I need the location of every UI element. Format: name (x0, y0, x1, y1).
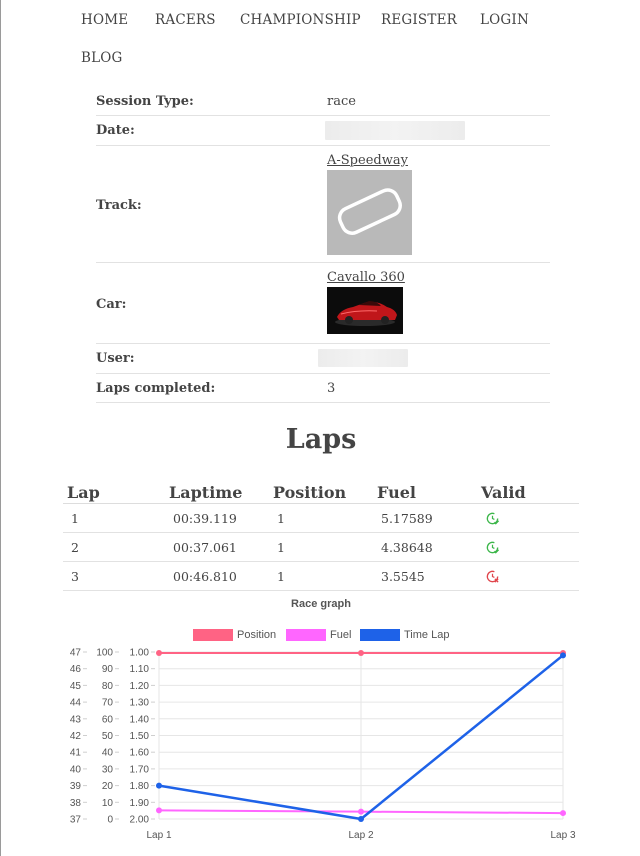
y-tick-label-position: 46 (69, 664, 81, 676)
series-point-time-lap (156, 783, 162, 789)
nav-login-link[interactable]: LOGIN (480, 12, 529, 28)
lap-fuel-cell: 5.17589 (373, 504, 477, 533)
y-tick-label-timelap: 1.50 (129, 731, 149, 742)
col-laptime-header: Laptime (165, 481, 269, 504)
track-link[interactable]: A-Speedway (327, 153, 408, 168)
legend-swatch-timelap (360, 629, 400, 641)
series-point-time-lap (358, 816, 364, 822)
y-tick-label-position: 37 (69, 814, 81, 826)
series-point-fuel (156, 807, 162, 813)
col-valid-header: Valid (477, 481, 579, 504)
y-tick-label-fuel: 70 (101, 697, 113, 709)
col-fuel-header: Fuel (373, 481, 477, 504)
lap-valid-cell (477, 533, 579, 562)
y-tick-label-fuel: 80 (101, 680, 113, 692)
y-tick-label-timelap: 1.00 (129, 647, 149, 659)
car-image[interactable] (327, 287, 403, 334)
lap-time-cell: 00:39.119 (165, 504, 269, 533)
user-redacted-value (318, 349, 408, 367)
nav-home-link[interactable]: HOME (81, 12, 129, 28)
x-tick-label: Lap 2 (348, 830, 374, 841)
session-type-label: Session Type: (96, 94, 194, 109)
y-tick-label-fuel: 30 (101, 764, 113, 776)
date-redacted-value (325, 121, 465, 140)
lap-position-cell: 1 (269, 533, 373, 562)
y-tick-label-position: 41 (69, 747, 81, 759)
y-tick-label-position: 42 (69, 731, 81, 742)
legend-swatch-position (193, 629, 233, 641)
y-tick-label-timelap: 2.00 (129, 814, 149, 826)
track-map-image[interactable] (327, 170, 412, 255)
y-tick-label-position: 44 (69, 697, 81, 709)
laps-completed-row (96, 374, 550, 403)
session-type-row (96, 88, 550, 116)
y-tick-label-fuel: 40 (101, 747, 113, 759)
series-point-fuel (560, 810, 566, 816)
lap-row (63, 533, 579, 562)
legend-item-timelap[interactable] (360, 629, 449, 641)
car-row (96, 263, 550, 344)
lap-fuel-cell: 4.38648 (373, 533, 477, 562)
red-car-icon (327, 287, 403, 334)
col-lap-header: Lap (63, 481, 165, 504)
lap-time-cell: 00:37.061 (165, 533, 269, 562)
laps-table (63, 481, 579, 591)
y-tick-label-timelap: 1.80 (129, 781, 149, 793)
nav-register-link[interactable]: REGISTER (381, 12, 458, 28)
car-link[interactable]: Cavallo 360 (327, 270, 405, 285)
legend-item-position[interactable] (193, 629, 276, 641)
x-tick-label: Lap 1 (146, 830, 172, 841)
lap-row (63, 562, 579, 591)
y-tick-label-timelap: 1.30 (129, 697, 149, 709)
legend-item-fuel[interactable] (286, 629, 351, 641)
laps-completed-value: 3 (327, 381, 336, 396)
lap-valid-cell (477, 504, 579, 533)
series-point-fuel (358, 809, 364, 815)
y-tick-label-fuel: 20 (101, 781, 113, 793)
laps-heading: Laps (285, 424, 357, 455)
nav-blog-link[interactable]: BLOG (81, 50, 123, 66)
legend-label-position: Position (237, 629, 277, 641)
col-position-header: Position (269, 481, 373, 504)
y-tick-label-timelap: 1.60 (129, 747, 149, 759)
track-outline-icon (327, 170, 412, 255)
track-label: Track: (96, 198, 142, 213)
legend-label-fuel: Fuel (330, 629, 352, 641)
y-tick-label-timelap: 1.20 (129, 680, 149, 692)
track-row (96, 146, 550, 263)
user-row (96, 344, 550, 374)
y-tick-label-fuel: 0 (107, 814, 113, 826)
nav-racers-link[interactable]: RACERS (155, 12, 216, 28)
clock-check-icon (485, 540, 500, 555)
x-tick-label: Lap 3 (550, 830, 576, 841)
date-label: Date: (96, 123, 135, 138)
laps-completed-label: Laps completed: (96, 381, 216, 396)
y-tick-label-position: 45 (69, 680, 81, 692)
y-tick-label-position: 38 (69, 797, 81, 809)
y-tick-label-timelap: 1.70 (129, 764, 149, 776)
y-tick-label-position: 39 (69, 781, 81, 793)
y-tick-label-fuel: 100 (96, 647, 113, 659)
lap-number-cell: 1 (63, 504, 165, 533)
lap-fuel-cell: 3.5545 (373, 562, 477, 591)
lap-time-cell: 00:46.810 (165, 562, 269, 591)
date-row (96, 116, 550, 146)
session-type-value: race (327, 94, 356, 109)
series-point-time-lap (560, 652, 566, 658)
clock-x-icon (485, 569, 500, 584)
lap-number-cell: 2 (63, 533, 165, 562)
lap-number-cell: 3 (63, 562, 165, 591)
y-tick-label-position: 47 (69, 647, 81, 659)
y-tick-label-fuel: 60 (101, 714, 113, 726)
lap-row (63, 504, 579, 533)
y-tick-label-timelap: 1.90 (129, 797, 149, 809)
y-tick-label-fuel: 50 (101, 731, 113, 742)
y-tick-label-timelap: 1.10 (129, 664, 149, 676)
car-label: Car: (96, 297, 127, 312)
legend-label-timelap: Time Lap (404, 629, 450, 641)
top-nav (1, 0, 640, 80)
lap-position-cell: 1 (269, 562, 373, 591)
lap-valid-cell (477, 562, 579, 591)
series-point-position (560, 650, 566, 656)
laps-header-row (63, 481, 579, 504)
lap-position-cell: 1 (269, 504, 373, 533)
chart-title: Race graph (291, 598, 351, 610)
series-line-time-lap (159, 655, 563, 819)
series-point-position (156, 650, 162, 656)
legend-swatch-fuel (286, 629, 326, 641)
y-tick-label-fuel: 90 (101, 664, 113, 676)
y-tick-label-timelap: 1.40 (129, 714, 149, 726)
y-tick-label-position: 43 (69, 714, 81, 726)
user-label: User: (96, 351, 135, 366)
clock-check-icon (485, 511, 500, 526)
y-tick-label-fuel: 10 (101, 797, 113, 809)
series-point-position (358, 650, 364, 656)
nav-championship-link[interactable]: CHAMPIONSHIP (240, 12, 361, 28)
session-details (96, 88, 550, 403)
series-line-fuel (159, 810, 563, 813)
y-tick-label-position: 40 (69, 764, 81, 776)
